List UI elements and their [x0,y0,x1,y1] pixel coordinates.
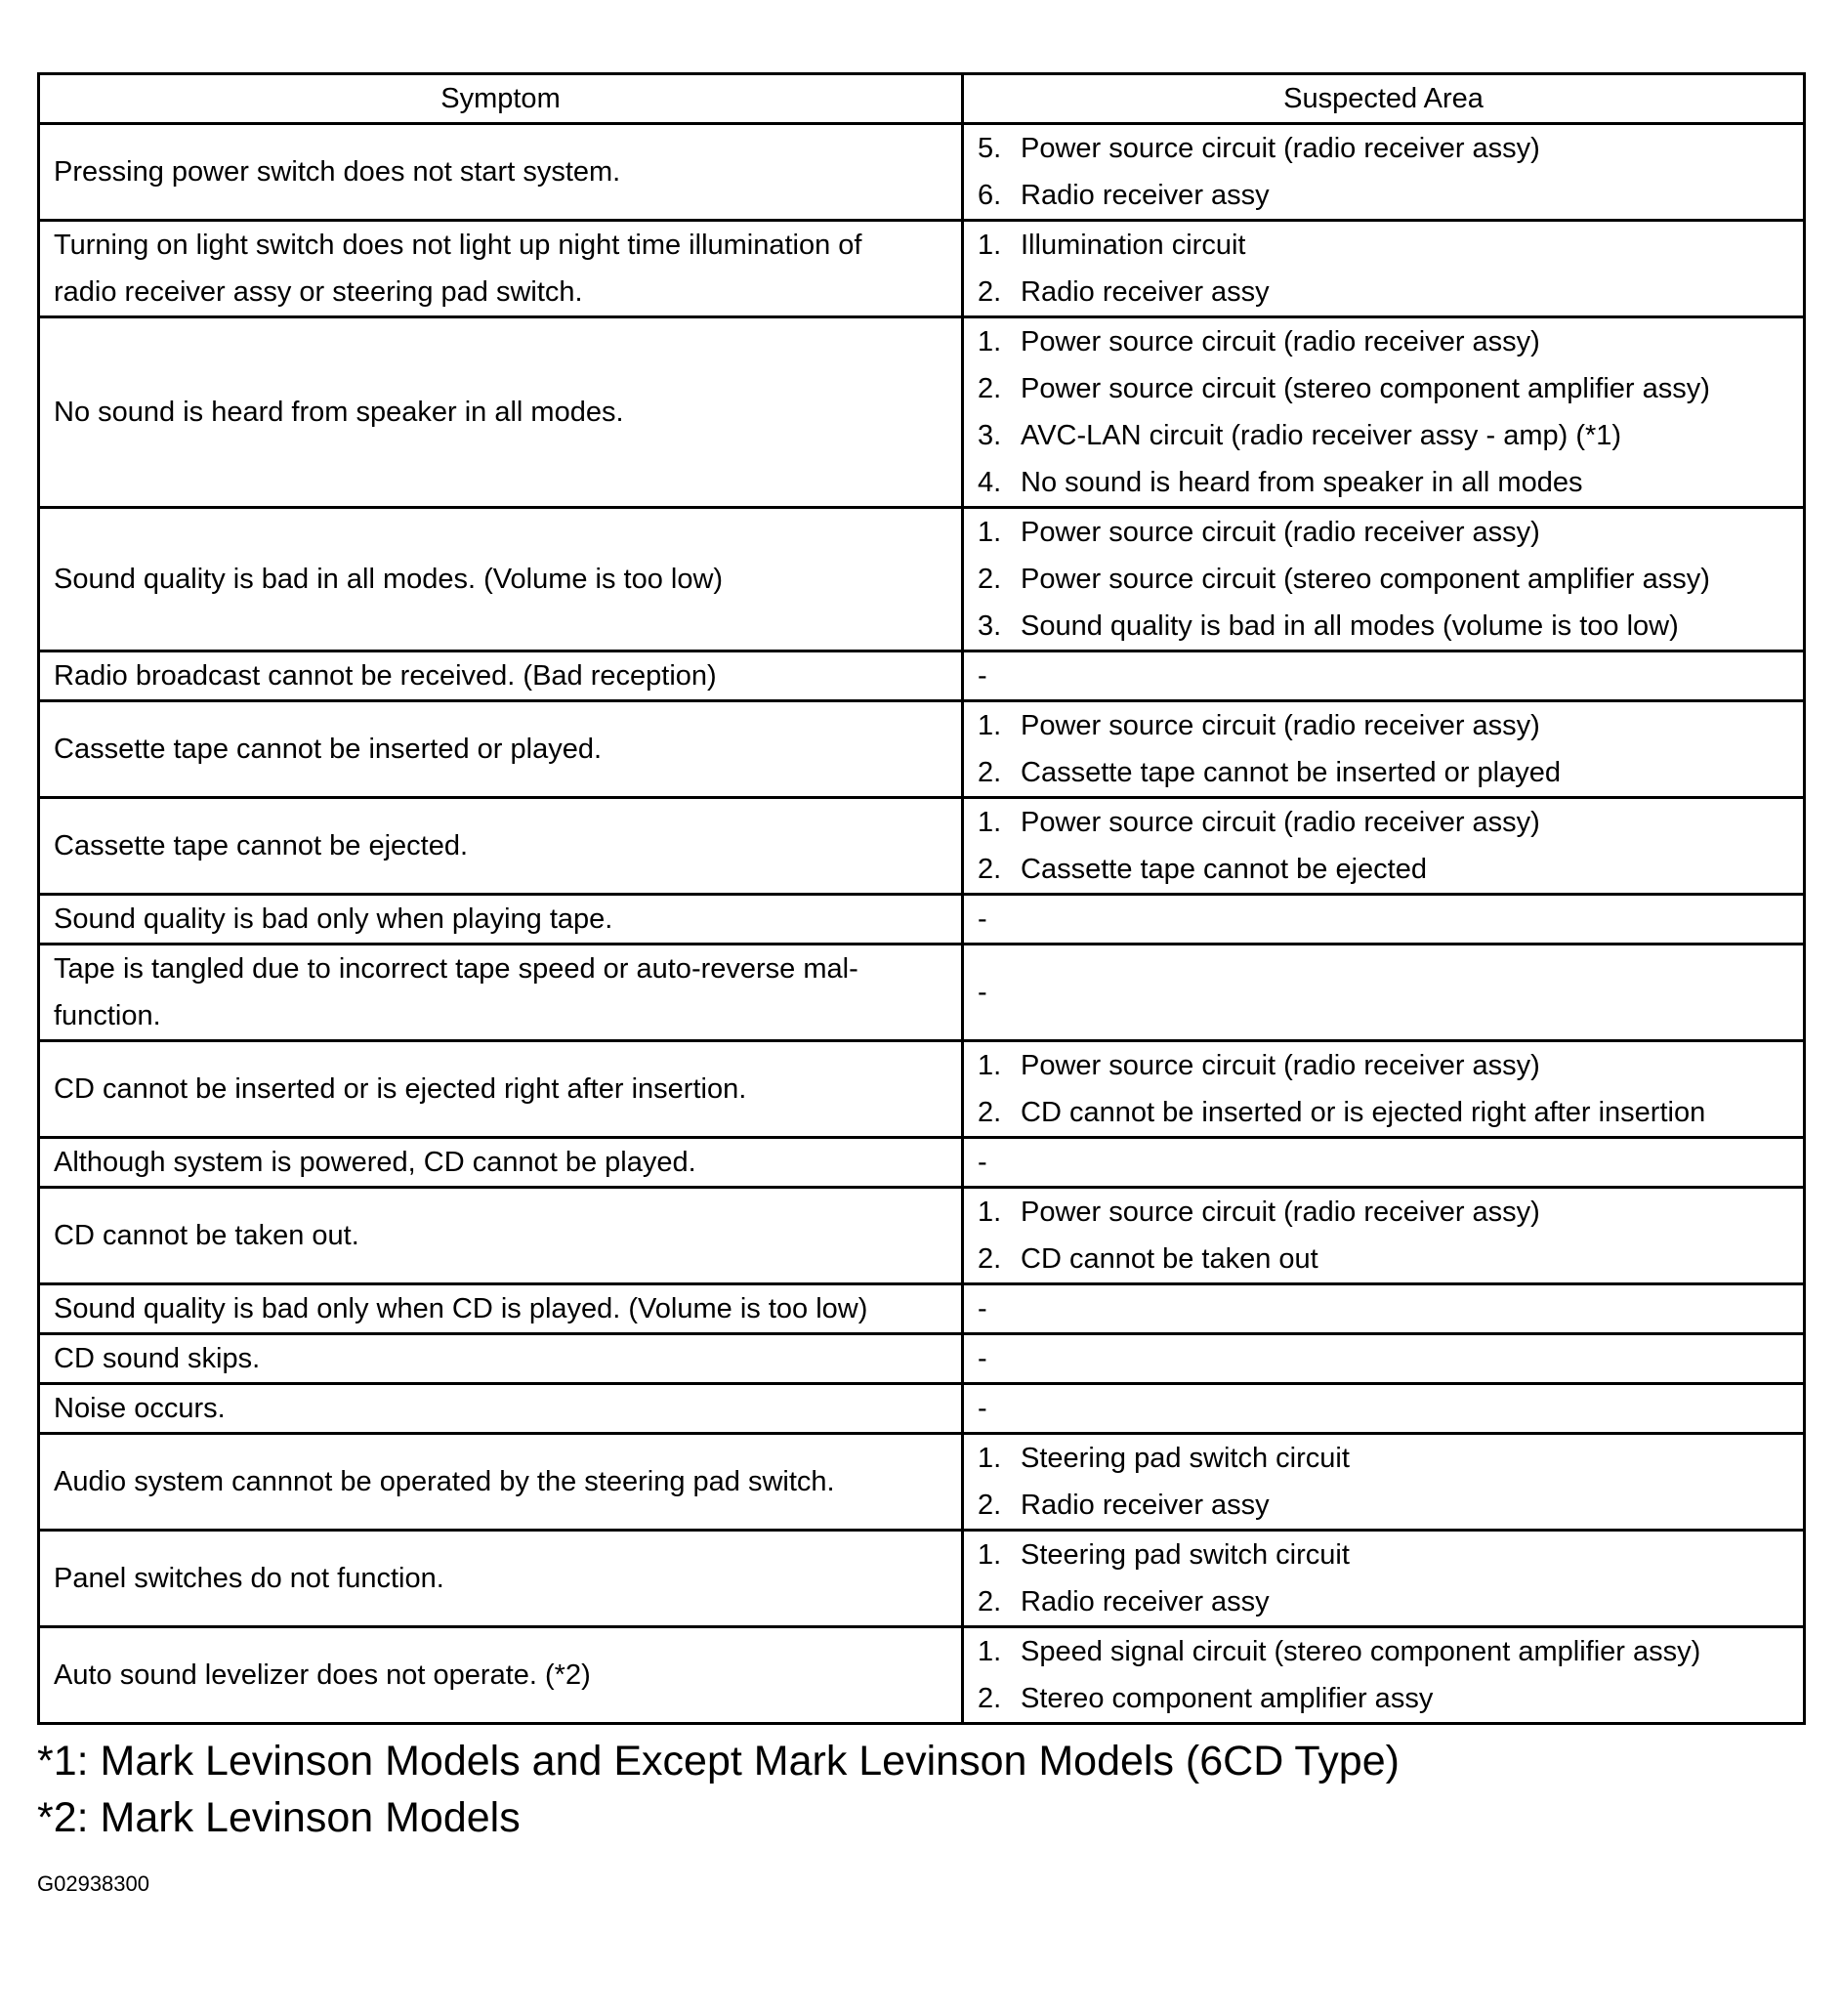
footnote: *1: Mark Levinson Models and Except Mark Levinson Models (6CD Type) [37,1738,1400,1785]
suspected-area-item [978,1089,1789,1136]
suspected-area-item [978,412,1789,459]
item-text: Illumination circuit [1021,230,1246,261]
table-row [39,1334,1805,1384]
item-text: Radio receiver assy [1021,276,1270,308]
symptom-text: radio receiver assy or steering pad switch. [54,276,583,308]
table-row [39,1188,1805,1284]
suspected-area-item [978,1042,1789,1089]
item-number: 6. [978,180,1002,211]
table-row [39,124,1805,221]
suspected-area-item [978,1385,1789,1432]
item-text: Power source circuit (stereo component amplifier assy) [1021,373,1710,404]
symptom-text: Cassette tape cannot be ejected. [54,830,469,861]
symptom-cell [39,798,963,895]
suspected-area-cell [963,1384,1805,1434]
symptom-text: CD cannot be inserted or is ejected right after insertion. [54,1073,747,1105]
symptom-text: No sound is heard from speaker in all modes. [54,397,624,428]
table-row [39,1284,1805,1334]
symptom-text: Panel switches do not function. [54,1563,444,1594]
suspected-area-item [978,1628,1789,1675]
suspected-area-item [978,1532,1789,1578]
suspected-area-cell [963,701,1805,798]
item-text: Power source circuit (radio receiver assy) [1021,807,1540,838]
symptom-cell [39,317,963,508]
suspected-area-item [978,603,1789,650]
suspected-area-item [978,509,1789,556]
suspected-area-cell [963,124,1805,221]
footnote: *2: Mark Levinson Models [37,1794,521,1841]
item-text: CD cannot be inserted or is ejected right after insertion [1021,1097,1706,1128]
item-number: 5. [978,133,1002,164]
suspected-area-cell [963,945,1805,1041]
table-row [39,895,1805,945]
item-text: Sound quality is bad in all modes (volume is too low) [1021,610,1679,642]
suspected-area-item [978,1189,1789,1236]
suspected-area-item [978,896,1789,943]
item-number: 2. [978,564,1002,595]
symptom-text: Sound quality is bad only when CD is played. (Volume is too low) [54,1293,868,1324]
suspected-area-cell [963,1434,1805,1531]
item-number: 2. [978,1243,1002,1275]
table-row [39,1627,1805,1724]
symptom-text: function. [54,1000,161,1031]
suspected-area-item [978,222,1789,269]
item-text: Power source circuit (radio receiver assy) [1021,517,1540,548]
table-row [39,798,1805,895]
symptom-text: Sound quality is bad only when playing tape. [54,903,613,935]
suspected-area-item [978,702,1789,749]
symptom-text: Audio system cannnot be operated by the steering pad switch. [54,1466,835,1497]
figure-code: G02938300 [37,1871,149,1896]
table-row [39,945,1805,1041]
item-number: 1. [978,326,1002,357]
suspected-area-item [978,1236,1789,1282]
item-number: 1. [978,1050,1002,1081]
symptom-cell [39,701,963,798]
item-text: Power source circuit (radio receiver assy) [1021,326,1540,357]
suspected-area-cell [963,1284,1805,1334]
table-row [39,1041,1805,1138]
suspected-area-item [978,1435,1789,1482]
problem-symptoms-table [37,72,1806,1725]
item-text: AVC-LAN circuit (radio receiver assy - amp) (*1) [1021,420,1622,451]
symptom-text: Although system is powered, CD cannot be played. [54,1147,696,1178]
symptom-cell [39,945,963,1041]
item-text: Radio receiver assy [1021,180,1270,211]
symptom-text: Turning on light switch does not light up night time illumination of [54,230,862,261]
suspected-area-cell [963,651,1805,701]
symptom-text: Sound quality is bad in all modes. (Volume is too low) [54,564,724,595]
item-text: CD cannot be taken out [1021,1243,1318,1275]
symptom-text: Auto sound levelizer does not operate. (*2) [54,1659,591,1691]
suspected-area-item [978,556,1789,603]
item-text: Stereo component amplifier assy [1021,1683,1434,1714]
symptom-cell [39,1384,963,1434]
suspected-area-item [978,1578,1789,1625]
item-number: 1. [978,230,1002,261]
symptom-cell [39,1138,963,1188]
table-row [39,221,1805,317]
item-number: 1. [978,1539,1002,1571]
item-number: 2. [978,373,1002,404]
symptom-cell [39,1531,963,1627]
suspected-area-cell [963,1041,1805,1138]
item-number: 2. [978,854,1002,885]
item-number: 1. [978,807,1002,838]
item-text: Radio receiver assy [1021,1586,1270,1617]
symptom-cell [39,1627,963,1724]
item-text: - [978,1147,987,1178]
symptom-cell [39,1041,963,1138]
suspected-area-item [978,318,1789,365]
item-text: - [978,1293,987,1324]
item-number: 2. [978,1490,1002,1521]
item-number: 3. [978,420,1002,451]
symptom-column-header: Symptom [39,74,963,124]
item-text: Power source circuit (radio receiver assy) [1021,133,1540,164]
item-text: Steering pad switch circuit [1021,1443,1350,1474]
symptom-cell [39,1284,963,1334]
table-body [39,124,1805,1724]
symptom-cell [39,895,963,945]
item-text: Radio receiver assy [1021,1490,1270,1521]
suspected-area-item [978,365,1789,412]
symptom-cell [39,1334,963,1384]
suspected-area-item [978,1285,1789,1332]
suspected-area-column-header: Suspected Area [963,74,1805,124]
suspected-area-cell [963,508,1805,651]
table-row [39,1531,1805,1627]
item-text: Power source circuit (radio receiver assy) [1021,1050,1540,1081]
suspected-area-item [978,799,1789,846]
item-number: 2. [978,1097,1002,1128]
table-row [39,651,1805,701]
symptom-text: CD sound skips. [54,1343,261,1374]
table-row [39,701,1805,798]
suspected-area-cell [963,1138,1805,1188]
suspected-area-cell [963,221,1805,317]
item-number: 1. [978,1636,1002,1667]
suspected-area-cell [963,1531,1805,1627]
suspected-area-item [978,846,1789,893]
symptom-text: Cassette tape cannot be inserted or played. [54,734,603,765]
item-text: Cassette tape cannot be inserted or played [1021,757,1561,788]
item-text: - [978,660,987,692]
document [37,72,1803,1912]
symptom-text: CD cannot be taken out. [54,1220,359,1251]
suspected-area-item [978,125,1789,172]
symptom-cell [39,1188,963,1284]
suspected-area-cell [963,317,1805,508]
item-text: - [978,903,987,935]
symptom-text: Radio broadcast cannot be received. (Bad reception) [54,660,717,692]
suspected-area-item [978,459,1789,506]
item-text: Power source circuit (radio receiver assy) [1021,710,1540,741]
item-number: 3. [978,610,1002,642]
suspected-area-item [978,652,1789,699]
item-number: 2. [978,1586,1002,1617]
suspected-area-item [978,1139,1789,1186]
table-row [39,508,1805,651]
item-number: 2. [978,1683,1002,1714]
item-text: Power source circuit (radio receiver assy) [1021,1197,1540,1228]
item-text: Steering pad switch circuit [1021,1539,1350,1571]
suspected-area-item [978,1675,1789,1722]
symptom-text: Pressing power switch does not start system. [54,156,621,188]
footnotes [37,1733,1803,1912]
table-row [39,1384,1805,1434]
item-text: No sound is heard from speaker in all modes [1021,467,1583,498]
suspected-area-item [978,1335,1789,1382]
item-number: 1. [978,1197,1002,1228]
symptom-cell [39,221,963,317]
symptom-cell [39,651,963,701]
suspected-area-item [978,1482,1789,1529]
item-text: Speed signal circuit (stereo component amplifier assy) [1021,1636,1701,1667]
table-header-row [39,74,1805,124]
item-number: 4. [978,467,1002,498]
item-text: - [978,1343,987,1374]
item-number: 2. [978,276,1002,308]
item-text: Power source circuit (stereo component amplifier assy) [1021,564,1710,595]
suspected-area-cell [963,798,1805,895]
suspected-area-item [978,269,1789,315]
item-text: - [978,1393,987,1424]
suspected-area-cell [963,1334,1805,1384]
suspected-area-item [978,969,1789,1016]
table-row [39,1138,1805,1188]
suspected-area-item [978,172,1789,219]
item-number: 2. [978,757,1002,788]
suspected-area-cell [963,1627,1805,1724]
item-number: 1. [978,710,1002,741]
item-text: - [978,977,987,1008]
item-text: Cassette tape cannot be ejected [1021,854,1427,885]
symptom-cell [39,124,963,221]
item-number: 1. [978,1443,1002,1474]
table-row [39,1434,1805,1531]
suspected-area-item [978,749,1789,796]
symptom-cell [39,1434,963,1531]
symptom-cell [39,508,963,651]
suspected-area-cell [963,895,1805,945]
suspected-area-cell [963,1188,1805,1284]
symptom-text: Tape is tangled due to incorrect tape speed or auto-reverse mal- [54,953,858,985]
item-number: 1. [978,517,1002,548]
table-row [39,317,1805,508]
symptom-text: Noise occurs. [54,1393,226,1424]
